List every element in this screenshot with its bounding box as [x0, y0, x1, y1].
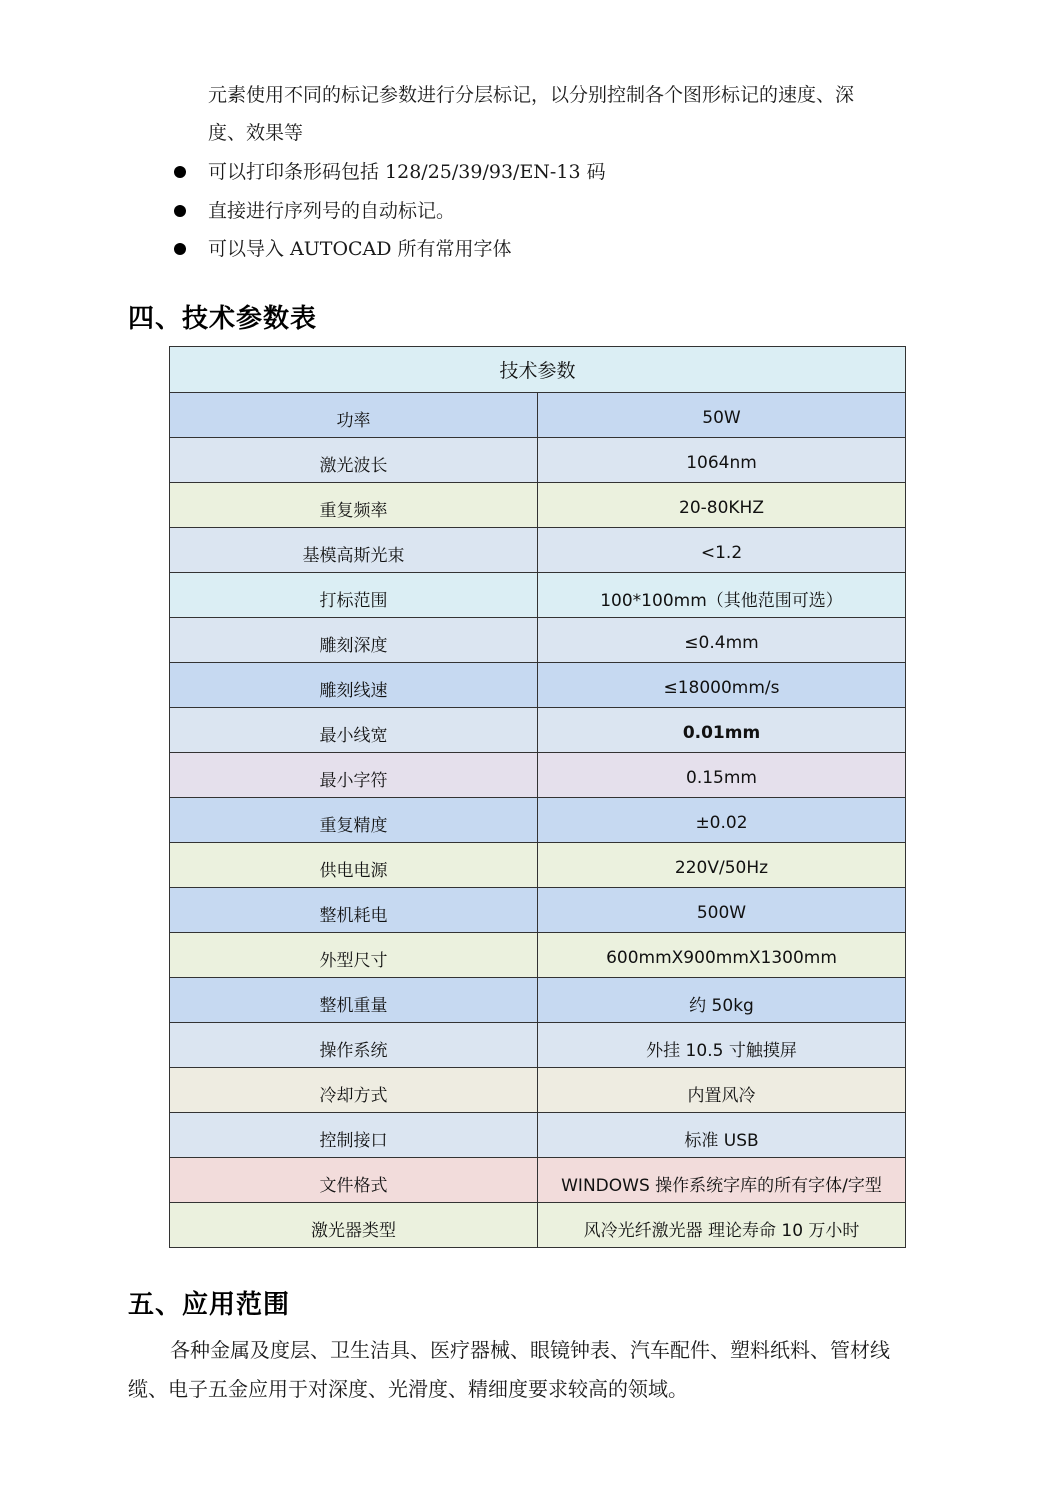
param-name-cell: 重复频率	[170, 483, 538, 528]
param-name-cell: 激光波长	[170, 438, 538, 483]
list-item-text: 可以导入 AUTOCAD 所有常用字体	[208, 238, 512, 260]
param-name-cell: 整机耗电	[170, 888, 538, 933]
param-value-cell: 220V/50Hz	[538, 843, 906, 888]
param-value-cell: 约 50kg	[538, 978, 906, 1023]
param-value-cell: 50W	[538, 393, 906, 438]
table-row	[170, 843, 906, 888]
param-value-cell: ≤0.4mm	[538, 618, 906, 663]
bullet-icon	[174, 205, 186, 217]
table-header-cell: 技术参数	[170, 347, 906, 393]
param-name-cell: 雕刻深度	[170, 618, 538, 663]
bullet-icon	[174, 243, 186, 255]
table-row	[170, 618, 906, 663]
param-name-cell: 操作系统	[170, 1023, 538, 1068]
table-row	[170, 933, 906, 978]
param-value-cell: WINDOWS 操作系统字库的所有字体/字型	[538, 1158, 906, 1203]
param-name-cell: 供电电源	[170, 843, 538, 888]
param-name-cell: 整机重量	[170, 978, 538, 1023]
param-name-cell: 基模高斯光束	[170, 528, 538, 573]
param-name-cell: 控制接口	[170, 1113, 538, 1158]
param-value-cell: 1064nm	[538, 438, 906, 483]
section-4-heading: 四、技术参数表	[128, 304, 318, 334]
param-value-cell: 20-80KHZ	[538, 483, 906, 528]
table-row	[170, 528, 906, 573]
table-header-row	[170, 347, 906, 393]
table-row	[170, 663, 906, 708]
param-name-cell: 激光器类型	[170, 1203, 538, 1248]
param-name-cell: 打标范围	[170, 573, 538, 618]
param-value-cell: 600mmX900mmX1300mm	[538, 933, 906, 978]
application-line-2: 缆、电子五金应用于对深度、光滑度、精细度要求较高的领域。	[128, 1377, 688, 1401]
param-name-cell: 雕刻线速	[170, 663, 538, 708]
param-value-cell: 外挂 10.5 寸触摸屏	[538, 1023, 906, 1068]
list-item-text: 可以打印条形码包括 128/25/39/93/EN-13 码	[208, 161, 606, 183]
param-name-cell: 功率	[170, 393, 538, 438]
table-row	[170, 393, 906, 438]
table-row	[170, 438, 906, 483]
table-row	[170, 753, 906, 798]
table-row	[170, 1113, 906, 1158]
param-name-cell: 外型尺寸	[170, 933, 538, 978]
table-row	[170, 888, 906, 933]
table-row	[170, 1023, 906, 1068]
table-row	[170, 798, 906, 843]
intro-line-2: 度、效果等	[208, 122, 304, 144]
table-row	[170, 573, 906, 618]
spec-table	[169, 346, 906, 1248]
section-5-heading: 五、应用范围	[128, 1290, 291, 1320]
intro-line-1: 元素使用不同的标记参数进行分层标记，以分别控制各个图形标记的速度、深	[208, 84, 855, 106]
param-value-cell: ≤18000mm/s	[538, 663, 906, 708]
table-row	[170, 1203, 906, 1248]
param-name-cell: 最小线宽	[170, 708, 538, 753]
param-name-cell: 最小字符	[170, 753, 538, 798]
param-value-cell: 100*100mm（其他范围可选）	[538, 573, 906, 618]
param-value-cell: 风冷光纤激光器 理论寿命 10 万小时	[538, 1203, 906, 1248]
param-value-cell: 内置风冷	[538, 1068, 906, 1113]
table-row	[170, 708, 906, 753]
param-value-cell: 0.15mm	[538, 753, 906, 798]
table-row	[170, 978, 906, 1023]
param-value-cell: 500W	[538, 888, 906, 933]
list-item-text: 直接进行序列号的自动标记。	[208, 200, 456, 222]
param-name-cell: 冷却方式	[170, 1068, 538, 1113]
table-row	[170, 1158, 906, 1203]
param-value-cell: 0.01mm	[538, 708, 906, 753]
param-value-cell: <1.2	[538, 528, 906, 573]
bullet-icon	[174, 166, 186, 178]
param-name-cell: 文件格式	[170, 1158, 538, 1203]
application-line-1: 各种金属及度层、卫生洁具、医疗器械、眼镜钟表、汽车配件、塑料纸料、管材线	[170, 1338, 890, 1362]
param-value-cell: ±0.02	[538, 798, 906, 843]
param-value-cell: 标准 USB	[538, 1113, 906, 1158]
table-row	[170, 1068, 906, 1113]
param-name-cell: 重复精度	[170, 798, 538, 843]
table-row	[170, 483, 906, 528]
